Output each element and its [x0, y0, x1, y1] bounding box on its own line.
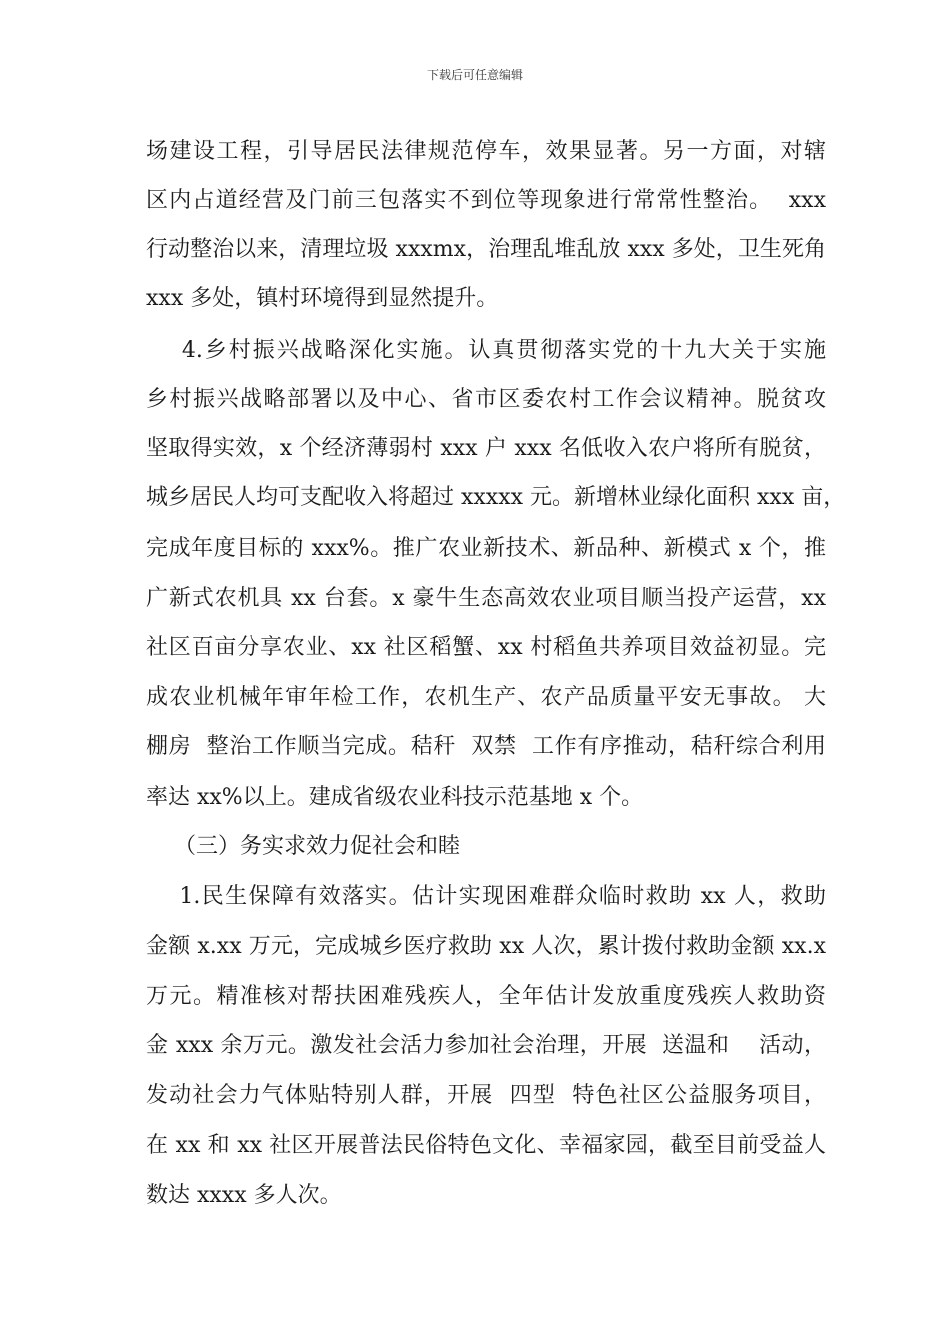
section-heading: （三）务实求效力促社会和睦: [146, 834, 460, 859]
text-line: 社区百亩分享农业、xx 社区稻蟹、xx 村稻鱼共养项目效益初显。完: [146, 635, 826, 660]
text-line: 场建设工程，引导居民法律规范停车，效果显著。另一方面，对辖: [146, 139, 826, 164]
text-line: 万元。精准核对帮扶困难残疾人，全年估计发放重度残疾人救助资: [146, 984, 826, 1009]
text-line: 乡村振兴战略部署以及中心、省市区委农村工作会议精神。脱贫攻: [146, 387, 826, 412]
text-line: 1.民生保障有效落实。估计实现困难群众临时救助 xx 人，救助: [146, 884, 826, 909]
text-line: xxx 多处，镇村环境得到显然提升。: [146, 286, 499, 311]
text-line: 数达 xxxx 多人次。: [146, 1183, 342, 1208]
text-line: 金额 x.xx 万元，完成城乡医疗救助 xx 人次，累计拨付救助金额 xx.x: [146, 934, 826, 959]
text-line: 广新式农机具 xx 台套。x 豪牛生态高效农业项目顺当投产运营，xx: [146, 586, 826, 611]
text-line: 行动整治以来，清理垃圾 xxxmx，治理乱堆乱放 xxx 多处，卫生死角: [146, 237, 826, 262]
text-line: 在 xx 和 xx 社区开展普法民俗特色文化、幸福家园，截至目前受益人: [146, 1133, 826, 1158]
text-line: 坚取得实效，x 个经济薄弱村 xxx 户 xxx 名低收入农户将所有脱贫，: [146, 436, 826, 461]
text-line: 区内占道经营及门前三包落实不到位等现象进行常常性整治。 xxx: [146, 188, 826, 213]
text-line: 发动社会力气体贴特别人群，开展 四型 特色社区公益服务项目，: [146, 1083, 826, 1108]
text-line: 完成年度目标的 xxx%。推广农业新技术、新品种、新模式 x 个，推: [146, 536, 826, 561]
text-line: 金 xxx 余万元。激发社会活力参加社会治理，开展 送温和 活动，: [146, 1033, 826, 1058]
text-line: 城乡居民人均可支配收入将超过 xxxxx 元。新增林业绿化面积 xxx 亩，: [146, 485, 846, 510]
text-line: 棚房 整治工作顺当完成。秸秆 双禁 工作有序推动，秸秆综合利用: [146, 734, 826, 759]
text-line: 成农业机械年审年检工作，农机生产、农产品质量平安无事故。 大: [146, 685, 826, 710]
text-line: 4.乡村振兴战略深化实施。认真贯彻落实党的十九大关于实施: [146, 338, 826, 363]
page-header: 下载后可任意编辑: [426, 68, 523, 82]
text-line: 率达 xx%以上。建成省级农业科技示范基地 x 个。: [146, 785, 644, 810]
